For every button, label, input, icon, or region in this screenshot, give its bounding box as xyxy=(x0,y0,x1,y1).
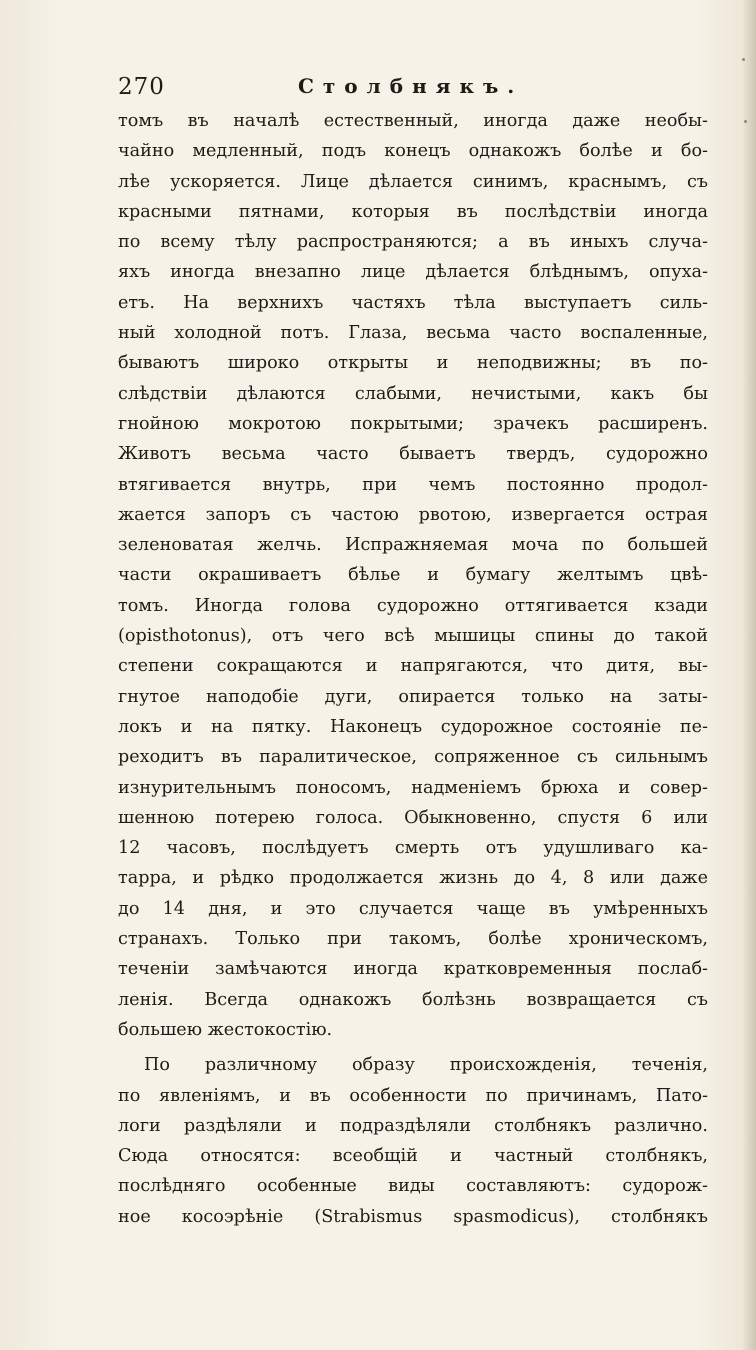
text-line: (opisthotonus), отъ чего всѣ мышицы спины до такой xyxy=(118,626,708,647)
text-line: бываютъ широко открыты и неподвижны; въ по- xyxy=(118,353,708,374)
text-line: изнурительнымъ поносомъ, надменіемъ брюха и совер- xyxy=(118,777,708,798)
page-header xyxy=(118,74,708,106)
text-line: большею жестокостію. xyxy=(118,1019,333,1040)
text-line: зеленоватая желчь. Испражняемая моча по большей xyxy=(118,535,708,556)
paragraph-2 xyxy=(118,1050,708,1232)
text-line: 12 часовъ, послѣдуетъ смерть отъ удушливаго ка- xyxy=(118,838,708,859)
page-edge-shadow xyxy=(742,0,756,1350)
text-line: томъ. Иногда голова судорожно оттягивается кзади xyxy=(118,595,708,616)
text-line: странахъ. Только при такомъ, болѣе хроническомъ, xyxy=(118,929,708,950)
text-line: Животъ весьма часто бываетъ твердъ, судорожно xyxy=(118,444,708,465)
text-line: По различному образу происхожденія, теченія, xyxy=(144,1055,708,1076)
text-line: по явленіямъ, и въ особенности по причинамъ, Пато- xyxy=(118,1085,708,1106)
text-line: втягивается внутрь, при чемъ постоянно продол- xyxy=(118,474,708,495)
text-line: ленія. Всегда однакожъ болѣзнь возвращается съ xyxy=(118,989,708,1010)
text-line: томъ въ началѣ естественный, иногда даже необы- xyxy=(118,111,708,131)
text-line: теченіи замѣчаются иногда кратковременныя послаб- xyxy=(118,959,708,980)
text-line: етъ. На верхнихъ частяхъ тѣла выступаетъ силь- xyxy=(118,292,708,313)
text-line: ное косоэрѣніе (Strabismus spasmodicus), столбнякъ xyxy=(118,1206,708,1227)
paragraph-1 xyxy=(118,106,708,1045)
text-line: шенною потерею голоса. Обыкновенно, спустя 6 или xyxy=(118,807,708,828)
text-line: жается запоръ съ частою рвотою, извергается острая xyxy=(118,504,708,525)
text-line: реходитъ въ паралитическое, сопряженное съ сильнымъ xyxy=(118,747,708,768)
text-line: слѣдствіи дѣлаются слабыми, нечистыми, какъ бы xyxy=(118,383,708,404)
text-line: гнутое наподобіе дуги, опирается только на заты- xyxy=(118,686,708,707)
page-number: 270 xyxy=(118,74,165,100)
text-line: лѣе ускоряется. Лице дѣлается синимъ, краснымъ, съ xyxy=(118,171,708,192)
text-line: яхъ иногда внезапно лице дѣлается блѣднымъ, опуха- xyxy=(118,262,708,283)
text-line: чайно медленный, подъ конецъ однакожъ болѣе и бо- xyxy=(118,141,708,162)
paper-speck xyxy=(742,58,745,61)
text-line: части окрашиваетъ бѣлье и бумагу желтымъ цвѣ- xyxy=(118,565,708,586)
text-line: степени сокращаются и напрягаются, что дитя, вы- xyxy=(118,656,708,677)
text-line: Сюда относятся: всеобщій и частный столбнякъ, xyxy=(118,1146,708,1167)
paper-speck xyxy=(744,120,747,123)
text-line: локъ и на пятку. Наконецъ судорожное состояніе пе- xyxy=(118,716,708,737)
text-line: гнойною мокротою покрытыми; зрачекъ расширенъ. xyxy=(118,413,708,434)
text-line: послѣдняго особенные виды составляютъ: судорож- xyxy=(118,1176,708,1197)
body-text xyxy=(118,106,708,1232)
running-title: Столбнякъ. xyxy=(298,74,524,98)
text-line: логи раздѣляли и подраздѣляли столбнякъ различно. xyxy=(118,1115,708,1136)
text-line: по всему тѣлу распространяются; а въ иныхъ случа- xyxy=(118,232,708,253)
text-line: ный холодной потъ. Глаза, весьма часто воспаленные, xyxy=(118,323,708,344)
text-line: до 14 дня, и это случается чаще въ умѣренныхъ xyxy=(118,898,708,919)
text-line: красными пятнами, которыя въ послѣдствіи иногда xyxy=(118,201,708,222)
text-line: тарра, и рѣдко продолжается жизнь до 4, 8 или даже xyxy=(118,868,708,889)
